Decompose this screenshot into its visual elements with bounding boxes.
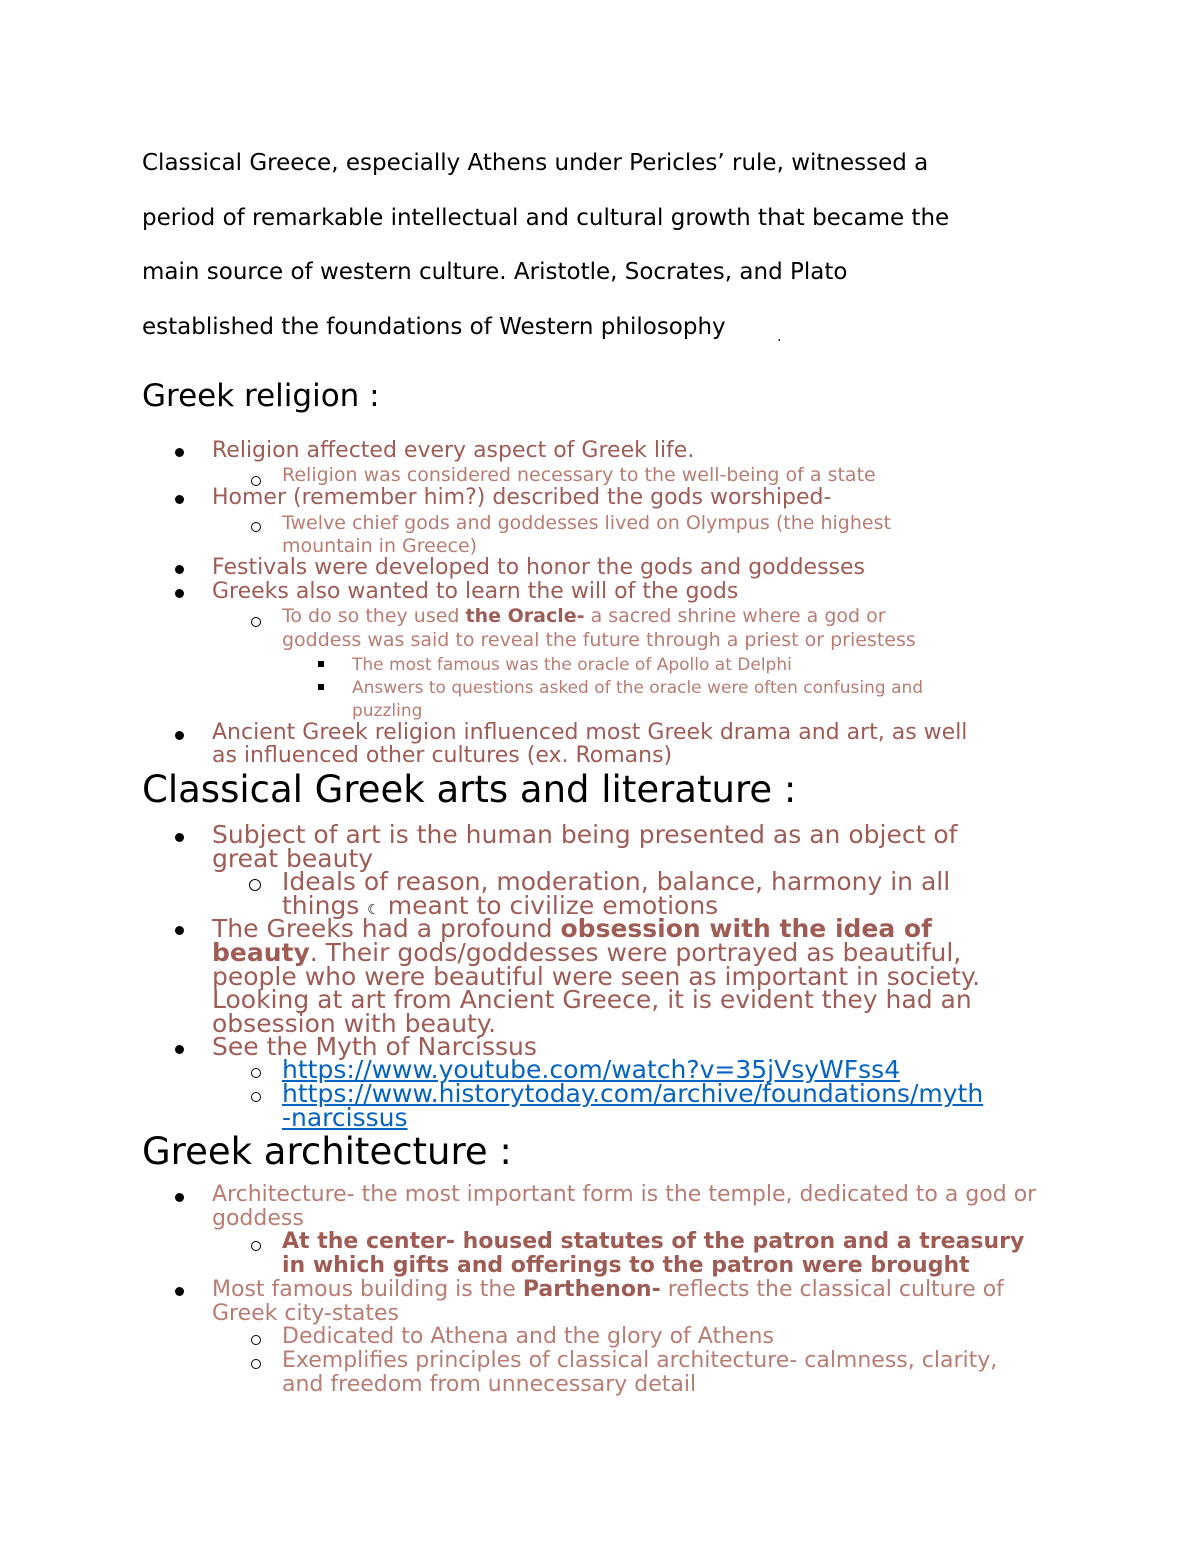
bullet-circle-icon <box>251 1092 261 1102</box>
bullet-circle-icon <box>251 1068 261 1078</box>
list-item: Ancient Greek religion influenced most Greek drama and art, as well <box>212 720 968 745</box>
bullet-disc-icon <box>175 926 184 935</box>
list-item: Dedicated to Athena and the glory of Athens <box>282 1324 774 1349</box>
list-item-continuation: goddess was said to reveal the future through a priest or priestess <box>282 629 916 651</box>
heading-greek-religion: Greek religion : <box>142 378 380 414</box>
text-run: . Their gods/goddesses were portrayed as beautiful, <box>309 938 962 967</box>
moon-glyph-icon: ☾ <box>367 902 380 918</box>
heading-greek-architecture: Greek architecture : <box>142 1130 512 1173</box>
historytoday-link-continuation[interactable]: -narcissus <box>282 1103 408 1132</box>
list-item: Answers to questions asked of the oracle were often confusing and <box>352 678 924 698</box>
text-run: The Greeks had a profound <box>212 914 561 943</box>
bullet-disc-icon <box>175 1045 184 1054</box>
text-run: To do so they used <box>282 605 466 627</box>
list-item: Ideals of reason, moderation, balance, harmony in all <box>282 867 951 896</box>
list-item: Festivals were developed to honor the gods and goddesses <box>212 555 866 580</box>
bullet-disc-icon <box>175 495 184 504</box>
list-item-continuation: puzzling <box>352 701 423 721</box>
intro-trailing-dot: . <box>777 329 782 345</box>
list-item-continuation: as influenced other cultures (ex. Romans) <box>212 743 673 768</box>
list-item-continuation: Greek city-states <box>212 1301 400 1326</box>
text-run: reflects the classical culture of <box>660 1277 1004 1302</box>
bullet-circle-icon <box>251 1335 261 1345</box>
list-item-continuation: and freedom from unnecessary detail <box>282 1372 697 1397</box>
list-item: Greeks also wanted to learn the will of the gods <box>212 579 739 604</box>
text-run: meant to civilize emotions <box>379 891 719 920</box>
list-item-continuation: obsession with beauty. <box>212 1009 497 1038</box>
bullet-disc-icon <box>175 448 184 457</box>
intro-paragraph <box>142 136 1072 354</box>
bullet-disc-icon <box>175 1287 184 1296</box>
list-item: Religion affected every aspect of Greek life. <box>212 438 695 463</box>
list-item-continuation: mountain in Greece) <box>282 535 478 557</box>
list-item: Architecture- the most important form is the temple, dedicated to a god or <box>212 1182 1037 1207</box>
list-item: Twelve chief gods and goddesses lived on Olympus (the highest <box>282 512 891 534</box>
text-run: Most famous building is the <box>212 1277 523 1302</box>
list-item: Subject of art is the human being presented as an object of <box>212 820 958 849</box>
youtube-link[interactable]: https://www.youtube.com/watch?v=35jVsyWFss4 <box>282 1055 901 1084</box>
bullet-disc-icon <box>175 589 184 598</box>
historytoday-link[interactable]: https://www.historytoday.com/archive/foundations/myth <box>282 1079 984 1108</box>
list-item <box>212 1277 1004 1302</box>
list-item-continuation: goddess <box>212 1206 304 1231</box>
list-item <box>282 605 886 627</box>
list-item-continuation: great beauty <box>212 844 374 873</box>
text-run-bold: the Oracle- <box>465 605 585 627</box>
bullet-circle-icon <box>251 617 261 627</box>
bullet-square-icon <box>318 684 324 690</box>
bullet-circle-icon <box>249 879 261 891</box>
heading-arts-literature: Classical Greek arts and literature : <box>142 768 797 811</box>
text-run-bold: beauty <box>212 938 310 967</box>
list-item-continuation: people who were beautiful were seen as important in society. <box>212 962 981 991</box>
bullet-circle-icon <box>251 1359 261 1369</box>
list-item-continuation: in which gifts and offerings to the patron were brought <box>282 1253 970 1278</box>
bullet-disc-icon <box>175 731 184 740</box>
bullet-disc-icon <box>175 565 184 574</box>
text-run-bold: obsession with the idea of <box>560 914 932 943</box>
list-item: See the Myth of Narcissus <box>212 1032 537 1061</box>
bullet-disc-icon <box>175 1193 184 1202</box>
text-run: things <box>282 891 368 920</box>
bullet-disc-icon <box>175 833 184 842</box>
list-item: Religion was considered necessary to the well-being of a state <box>282 464 876 486</box>
list-item: At the center- housed statutes of the patron and a treasury <box>282 1229 1025 1254</box>
intro-line: Classical Greece, especially Athens under Pericles’ rule, witnessed a <box>142 150 929 176</box>
bullet-circle-icon <box>251 1241 261 1251</box>
text-run: a sacred shrine where a god or <box>584 605 886 627</box>
bullet-square-icon <box>318 661 324 667</box>
intro-line: established the foundations of Western philosophy <box>142 313 726 340</box>
intro-line: period of remarkable intellectual and cultural growth that became the <box>142 204 950 231</box>
list-item: Exemplifies principles of classical architecture- calmness, clarity, <box>282 1348 998 1373</box>
list-item: Homer (remember him?) described the gods worshiped- <box>212 485 832 510</box>
list-item-continuation: Looking at art from Ancient Greece, it is evident they had an <box>212 985 972 1014</box>
text-run-bold: Parthenon- <box>522 1277 661 1302</box>
list-item: The most famous was the oracle of Apollo at Delphi <box>352 655 792 675</box>
intro-line: main source of western culture. Aristotle, Socrates, and Plato <box>142 259 848 285</box>
bullet-circle-icon <box>251 522 261 532</box>
